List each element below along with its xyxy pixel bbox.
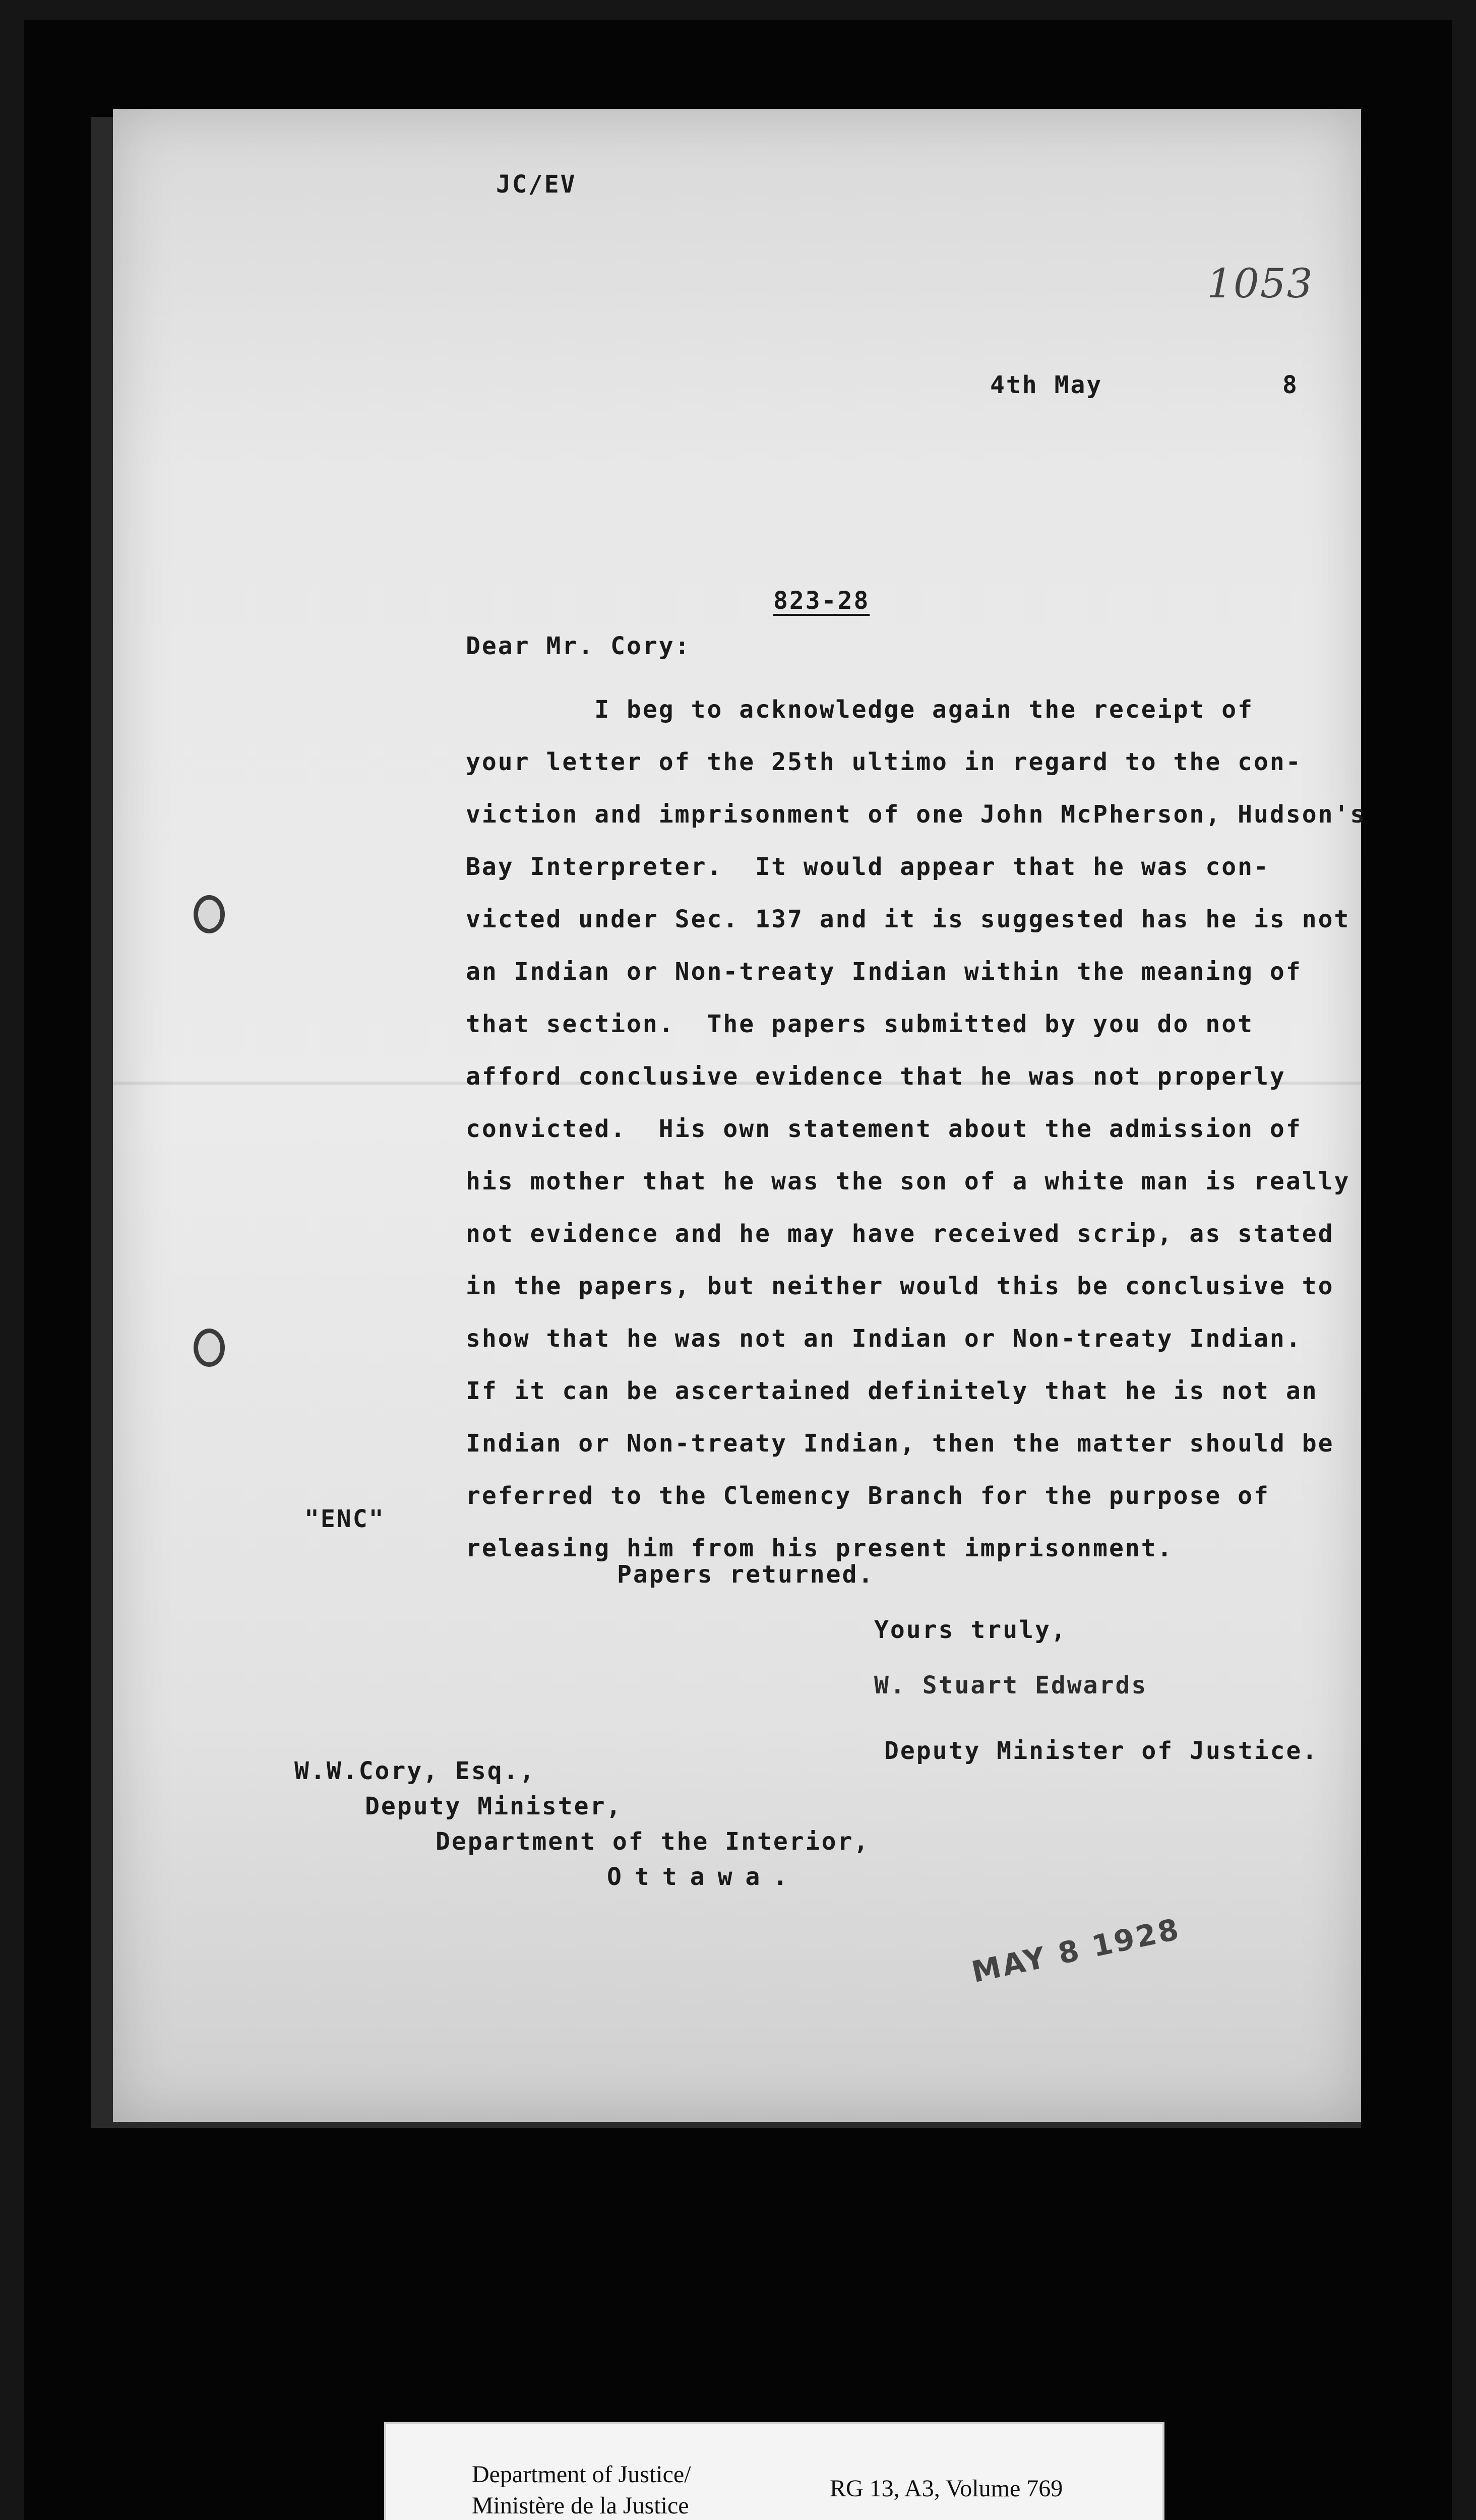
reference-initials: JC/EV — [496, 170, 577, 199]
letter-page — [113, 109, 1367, 2122]
department-english: Department of Justice/ — [472, 2461, 691, 2488]
addressee-name: W.W.Cory, Esq., — [294, 1757, 536, 1785]
body-line: referred to the Clemency Branch for the purpose of — [466, 1482, 1270, 1510]
body-line: Indian or Non-treaty Indian, then the matter should be — [466, 1429, 1334, 1458]
body-line: victed under Sec. 137 and it is suggested has he is not — [466, 905, 1350, 933]
letter-body — [466, 683, 1367, 1574]
closing: Yours truly, — [874, 1616, 1067, 1644]
body-line: releasing him from his present imprisonment. — [466, 1534, 1174, 1562]
body-line: I beg to acknowledge again the receipt of — [466, 696, 1254, 724]
enclosure-note: "ENC" — [304, 1505, 385, 1533]
letter-date-suffix: 8 — [1282, 371, 1299, 399]
addressee-title: Deputy Minister, — [365, 1792, 623, 1820]
body-line: If it can be ascertained definitely that he is not an — [466, 1377, 1318, 1405]
addressee-department: Department of the Interior, — [436, 1828, 870, 1856]
file-number: 823-28 — [773, 587, 870, 615]
body-line: his mother that he was the son of a white man is really — [466, 1167, 1350, 1195]
body-line: Bay Interpreter. It would appear that he was con- — [466, 853, 1270, 881]
signature: W. Stuart Edwards — [874, 1671, 1148, 1699]
punch-hole-icon — [194, 895, 225, 933]
page-number: 1053 — [1207, 260, 1314, 307]
body-line: that section. The papers submitted by you do not — [466, 1010, 1254, 1038]
punch-hole-icon — [194, 1329, 225, 1367]
body-line: show that he was not an Indian or Non-treaty Indian. — [466, 1325, 1302, 1353]
signer-title: Deputy Minister of Justice. — [884, 1737, 1319, 1765]
date-received-stamp: MAY 8 1928 — [968, 1911, 1184, 1990]
record-group-reference: RG 13, A3, Volume 769 — [830, 2475, 1063, 2502]
body-line: convicted. His own statement about the admission of — [466, 1115, 1302, 1143]
body-line: in the papers, but neither would this be conclusive to — [466, 1272, 1334, 1300]
addressee-city: Ottawa. — [607, 1863, 801, 1891]
body-line: an Indian or Non-treaty Indian within the meaning of — [466, 958, 1302, 986]
archive-reference-label — [386, 2424, 1162, 2520]
body-line: your letter of the 25th ultimo in regard to the con- — [466, 748, 1302, 776]
department-french: Ministère de la Justice — [472, 2492, 689, 2519]
salutation: Dear Mr. Cory: — [466, 632, 691, 660]
body-line: not evidence and he may have received scrip, as stated — [466, 1220, 1334, 1248]
papers-returned: Papers returned. — [617, 1560, 875, 1589]
body-line: viction and imprisonment of one John McPherson, Hudson's — [466, 800, 1367, 829]
body-line: afford conclusive evidence that he was not properly — [466, 1062, 1286, 1091]
letter-date: 4th May — [990, 371, 1103, 399]
